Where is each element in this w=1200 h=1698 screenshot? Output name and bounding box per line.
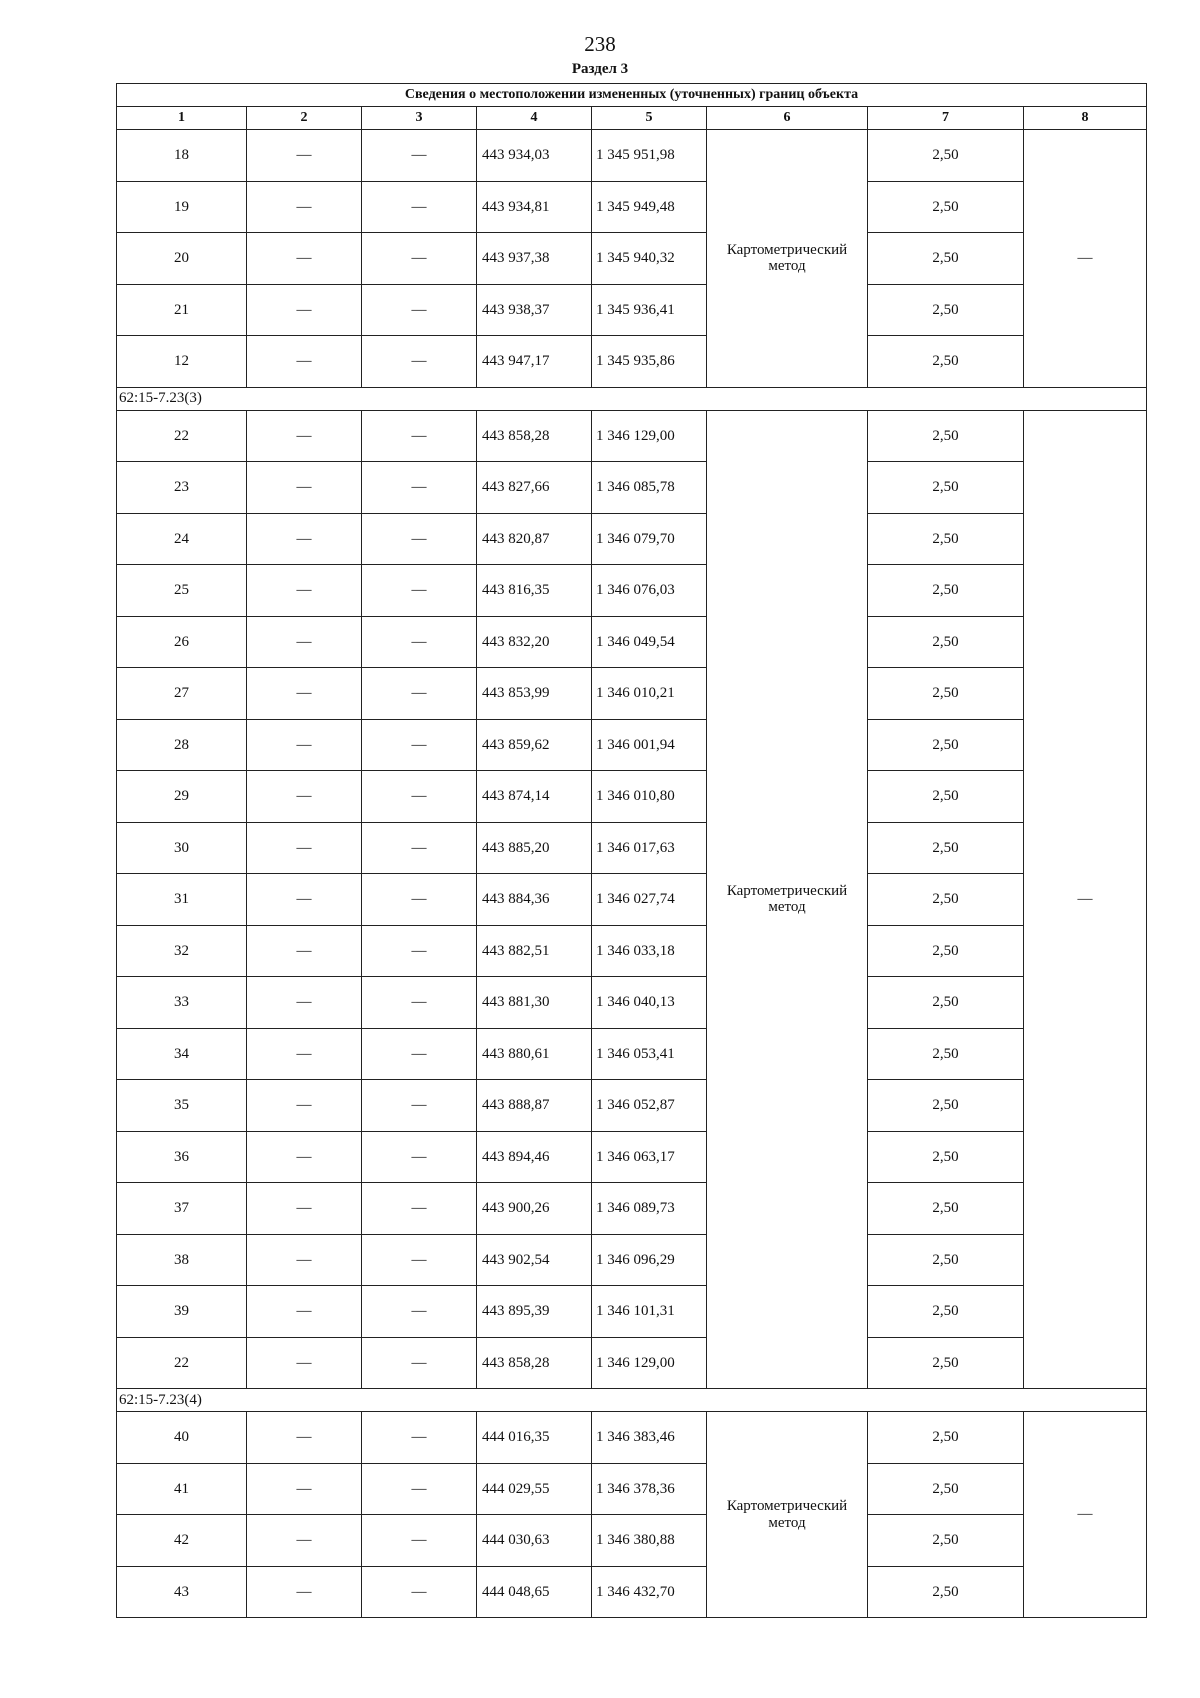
y-coordinate-cell: 1 345 949,48 [592, 181, 707, 233]
column-header: 5 [592, 107, 707, 130]
method-cell: Картометрический метод [707, 410, 868, 1389]
point-number-cell: 19 [117, 181, 247, 233]
table-row [117, 925, 1147, 977]
column-8-cell: — [1024, 1412, 1147, 1618]
point-number-cell: 21 [117, 284, 247, 336]
x-coordinate-cell: 443 934,03 [477, 130, 592, 182]
dash-cell: — [247, 1566, 362, 1618]
dash-cell: — [362, 233, 477, 285]
x-coordinate-cell: 444 048,65 [477, 1566, 592, 1618]
y-coordinate-cell: 1 346 129,00 [592, 410, 707, 462]
dash-cell: — [247, 336, 362, 388]
column-header: 8 [1024, 107, 1147, 130]
dash-cell: — [247, 1234, 362, 1286]
x-coordinate-cell: 443 938,37 [477, 284, 592, 336]
y-coordinate-cell: 1 346 010,80 [592, 771, 707, 823]
column-8-cell: — [1024, 130, 1147, 388]
column-header: 3 [362, 107, 477, 130]
table-row [117, 284, 1147, 336]
table-header-row [117, 107, 1147, 130]
dash-cell: — [247, 668, 362, 720]
dash-cell: — [362, 1337, 477, 1389]
dash-cell: — [247, 410, 362, 462]
point-number-cell: 28 [117, 719, 247, 771]
y-coordinate-cell: 1 346 033,18 [592, 925, 707, 977]
accuracy-cell: 2,50 [868, 1080, 1024, 1132]
dash-cell: — [362, 284, 477, 336]
accuracy-cell: 2,50 [868, 1337, 1024, 1389]
accuracy-cell: 2,50 [868, 233, 1024, 285]
point-number-cell: 20 [117, 233, 247, 285]
y-coordinate-cell: 1 346 017,63 [592, 822, 707, 874]
table-row [117, 874, 1147, 926]
dash-cell: — [362, 1286, 477, 1338]
table-row [117, 977, 1147, 1029]
point-number-cell: 27 [117, 668, 247, 720]
column-header: 2 [247, 107, 362, 130]
accuracy-cell: 2,50 [868, 1234, 1024, 1286]
column-8-cell: — [1024, 410, 1147, 1389]
accuracy-cell: 2,50 [868, 874, 1024, 926]
y-coordinate-cell: 1 346 052,87 [592, 1080, 707, 1132]
x-coordinate-cell: 444 029,55 [477, 1463, 592, 1515]
dash-cell: — [247, 1515, 362, 1567]
accuracy-cell: 2,50 [868, 1566, 1024, 1618]
accuracy-cell: 2,50 [868, 1183, 1024, 1235]
x-coordinate-cell: 443 816,35 [477, 565, 592, 617]
y-coordinate-cell: 1 346 129,00 [592, 1337, 707, 1389]
point-number-cell: 18 [117, 130, 247, 182]
dash-cell: — [247, 977, 362, 1029]
x-coordinate-cell: 443 820,87 [477, 513, 592, 565]
x-coordinate-cell: 443 882,51 [477, 925, 592, 977]
dash-cell: — [362, 771, 477, 823]
dash-cell: — [362, 1131, 477, 1183]
y-coordinate-cell: 1 346 089,73 [592, 1183, 707, 1235]
dash-cell: — [247, 822, 362, 874]
dash-cell: — [362, 874, 477, 926]
point-number-cell: 24 [117, 513, 247, 565]
accuracy-cell: 2,50 [868, 284, 1024, 336]
y-coordinate-cell: 1 346 040,13 [592, 977, 707, 1029]
column-header: 1 [117, 107, 247, 130]
accuracy-cell: 2,50 [868, 565, 1024, 617]
point-number-cell: 34 [117, 1028, 247, 1080]
x-coordinate-cell: 443 884,36 [477, 874, 592, 926]
accuracy-cell: 2,50 [868, 925, 1024, 977]
dash-cell: — [247, 1463, 362, 1515]
dash-cell: — [362, 565, 477, 617]
table-row [117, 1337, 1147, 1389]
dash-cell: — [362, 181, 477, 233]
dash-cell: — [247, 1131, 362, 1183]
x-coordinate-cell: 443 947,17 [477, 336, 592, 388]
table-row [117, 513, 1147, 565]
table-row [117, 719, 1147, 771]
x-coordinate-cell: 443 934,81 [477, 181, 592, 233]
dash-cell: — [362, 719, 477, 771]
accuracy-cell: 2,50 [868, 977, 1024, 1029]
dash-cell: — [362, 668, 477, 720]
dash-cell: — [362, 1412, 477, 1464]
point-number-cell: 22 [117, 410, 247, 462]
accuracy-cell: 2,50 [868, 668, 1024, 720]
x-coordinate-cell: 443 895,39 [477, 1286, 592, 1338]
table-row [117, 1183, 1147, 1235]
point-number-cell: 33 [117, 977, 247, 1029]
table-row [117, 668, 1147, 720]
table-row [117, 1463, 1147, 1515]
column-header: 4 [477, 107, 592, 130]
point-number-cell: 42 [117, 1515, 247, 1567]
dash-cell: — [247, 874, 362, 926]
dash-cell: — [362, 130, 477, 182]
point-number-cell: 30 [117, 822, 247, 874]
dash-cell: — [247, 925, 362, 977]
dash-cell: — [362, 1515, 477, 1567]
x-coordinate-cell: 443 880,61 [477, 1028, 592, 1080]
y-coordinate-cell: 1 346 096,29 [592, 1234, 707, 1286]
y-coordinate-cell: 1 346 027,74 [592, 874, 707, 926]
dash-cell: — [247, 565, 362, 617]
x-coordinate-cell: 443 858,28 [477, 1337, 592, 1389]
y-coordinate-cell: 1 346 049,54 [592, 616, 707, 668]
point-number-cell: 31 [117, 874, 247, 926]
x-coordinate-cell: 443 902,54 [477, 1234, 592, 1286]
x-coordinate-cell: 443 832,20 [477, 616, 592, 668]
x-coordinate-cell: 443 888,87 [477, 1080, 592, 1132]
x-coordinate-cell: 443 885,20 [477, 822, 592, 874]
dash-cell: — [247, 1412, 362, 1464]
dash-cell: — [247, 1080, 362, 1132]
table-row [117, 1080, 1147, 1132]
point-number-cell: 39 [117, 1286, 247, 1338]
dash-cell: — [362, 462, 477, 514]
table-caption: Сведения о местоположении измененных (уточненных) границ объекта [117, 84, 1147, 107]
dash-cell: — [362, 1183, 477, 1235]
y-coordinate-cell: 1 346 383,46 [592, 1412, 707, 1464]
y-coordinate-cell: 1 346 101,31 [592, 1286, 707, 1338]
y-coordinate-cell: 1 345 951,98 [592, 130, 707, 182]
point-number-cell: 26 [117, 616, 247, 668]
section-title: Раздел 3 [571, 61, 629, 77]
table-row [117, 233, 1147, 285]
method-cell: Картометрический метод [707, 130, 868, 388]
x-coordinate-cell: 443 858,28 [477, 410, 592, 462]
y-coordinate-cell: 1 346 063,17 [592, 1131, 707, 1183]
accuracy-cell: 2,50 [868, 616, 1024, 668]
table-row [117, 336, 1147, 388]
page-number: 238 [584, 32, 616, 56]
x-coordinate-cell: 443 894,46 [477, 1131, 592, 1183]
accuracy-cell: 2,50 [868, 410, 1024, 462]
boundary-coordinates-table [116, 83, 1147, 1618]
dash-cell: — [247, 284, 362, 336]
y-coordinate-cell: 1 346 010,21 [592, 668, 707, 720]
table-row [117, 181, 1147, 233]
x-coordinate-cell: 443 937,38 [477, 233, 592, 285]
y-coordinate-cell: 1 346 085,78 [592, 462, 707, 514]
accuracy-cell: 2,50 [868, 1515, 1024, 1567]
x-coordinate-cell: 444 030,63 [477, 1515, 592, 1567]
accuracy-cell: 2,50 [868, 181, 1024, 233]
point-number-cell: 12 [117, 336, 247, 388]
point-number-cell: 32 [117, 925, 247, 977]
dash-cell: — [362, 1028, 477, 1080]
x-coordinate-cell: 443 827,66 [477, 462, 592, 514]
accuracy-cell: 2,50 [868, 462, 1024, 514]
accuracy-cell: 2,50 [868, 130, 1024, 182]
dash-cell: — [362, 1566, 477, 1618]
y-coordinate-cell: 1 346 378,36 [592, 1463, 707, 1515]
dash-cell: — [247, 513, 362, 565]
y-coordinate-cell: 1 346 001,94 [592, 719, 707, 771]
table-row [117, 410, 1147, 462]
point-number-cell: 41 [117, 1463, 247, 1515]
accuracy-cell: 2,50 [868, 1028, 1024, 1080]
dash-cell: — [247, 719, 362, 771]
table-row [117, 1412, 1147, 1464]
table-row [117, 1515, 1147, 1567]
dash-cell: — [247, 1286, 362, 1338]
point-number-cell: 37 [117, 1183, 247, 1235]
point-number-cell: 40 [117, 1412, 247, 1464]
dash-cell: — [247, 616, 362, 668]
accuracy-cell: 2,50 [868, 1131, 1024, 1183]
table-row [117, 1028, 1147, 1080]
point-number-cell: 38 [117, 1234, 247, 1286]
y-coordinate-cell: 1 345 935,86 [592, 336, 707, 388]
accuracy-cell: 2,50 [868, 336, 1024, 388]
dash-cell: — [247, 1183, 362, 1235]
accuracy-cell: 2,50 [868, 1412, 1024, 1464]
x-coordinate-cell: 443 900,26 [477, 1183, 592, 1235]
accuracy-cell: 2,50 [868, 771, 1024, 823]
x-coordinate-cell: 443 881,30 [477, 977, 592, 1029]
dash-cell: — [247, 771, 362, 823]
dash-cell: — [247, 130, 362, 182]
y-coordinate-cell: 1 346 076,03 [592, 565, 707, 617]
y-coordinate-cell: 1 345 940,32 [592, 233, 707, 285]
x-coordinate-cell: 443 853,99 [477, 668, 592, 720]
accuracy-cell: 2,50 [868, 719, 1024, 771]
dash-cell: — [362, 336, 477, 388]
x-coordinate-cell: 444 016,35 [477, 1412, 592, 1464]
table-row [117, 1286, 1147, 1338]
group-label: 62:15-7.23(4) [117, 1389, 1147, 1412]
accuracy-cell: 2,50 [868, 1463, 1024, 1515]
table-row [117, 565, 1147, 617]
accuracy-cell: 2,50 [868, 822, 1024, 874]
column-header: 6 [707, 107, 868, 130]
table-row [117, 771, 1147, 823]
group-label-row [117, 1389, 1147, 1412]
dash-cell: — [362, 822, 477, 874]
dash-cell: — [247, 1028, 362, 1080]
dash-cell: — [362, 616, 477, 668]
point-number-cell: 43 [117, 1566, 247, 1618]
accuracy-cell: 2,50 [868, 1286, 1024, 1338]
dash-cell: — [247, 181, 362, 233]
dash-cell: — [362, 977, 477, 1029]
point-number-cell: 35 [117, 1080, 247, 1132]
point-number-cell: 22 [117, 1337, 247, 1389]
table-row [117, 822, 1147, 874]
column-header: 7 [868, 107, 1024, 130]
y-coordinate-cell: 1 346 053,41 [592, 1028, 707, 1080]
point-number-cell: 25 [117, 565, 247, 617]
table-row [117, 462, 1147, 514]
y-coordinate-cell: 1 346 432,70 [592, 1566, 707, 1618]
x-coordinate-cell: 443 874,14 [477, 771, 592, 823]
group-label-row [117, 387, 1147, 410]
dash-cell: — [247, 1337, 362, 1389]
y-coordinate-cell: 1 346 380,88 [592, 1515, 707, 1567]
table-row [117, 1234, 1147, 1286]
point-number-cell: 29 [117, 771, 247, 823]
method-cell: Картометрический метод [707, 1412, 868, 1618]
dash-cell: — [247, 233, 362, 285]
point-number-cell: 36 [117, 1131, 247, 1183]
point-number-cell: 23 [117, 462, 247, 514]
table-row [117, 1131, 1147, 1183]
y-coordinate-cell: 1 345 936,41 [592, 284, 707, 336]
accuracy-cell: 2,50 [868, 513, 1024, 565]
dash-cell: — [362, 1234, 477, 1286]
dash-cell: — [362, 513, 477, 565]
group-label: 62:15-7.23(3) [117, 387, 1147, 410]
table-row [117, 616, 1147, 668]
dash-cell: — [362, 410, 477, 462]
table-row [117, 1566, 1147, 1618]
dash-cell: — [247, 462, 362, 514]
dash-cell: — [362, 1463, 477, 1515]
x-coordinate-cell: 443 859,62 [477, 719, 592, 771]
y-coordinate-cell: 1 346 079,70 [592, 513, 707, 565]
dash-cell: — [362, 1080, 477, 1132]
dash-cell: — [362, 925, 477, 977]
table-row [117, 130, 1147, 182]
